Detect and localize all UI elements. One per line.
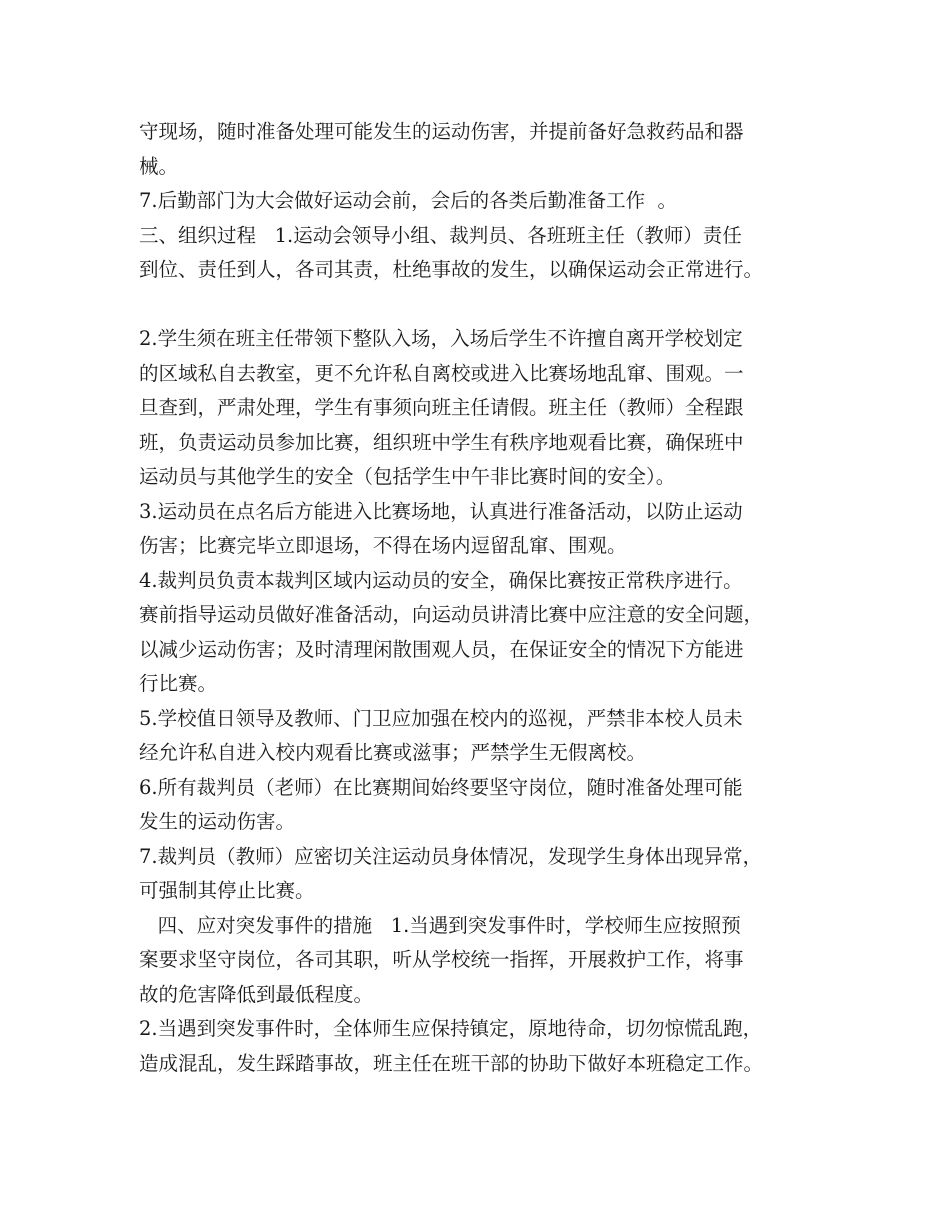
text-line: 2.学生须在班主任带领下整队入场，入场后学生不许擅自离开学校划定 [139,327,743,350]
text-line: 2.当遇到突发事件时，全体师生应保持镇定，原地待命，切勿惊慌乱跑， [139,1017,763,1040]
text-line: 发生的运动伤害。 [139,810,296,833]
text-line: 经允许私自进入校内观看比赛或滋事；严禁学生无假离校。 [139,741,647,764]
text-line: 伤害；比赛完毕立即退场，不得在场内逗留乱窜、围观。 [139,534,627,557]
text-line: 7.裁判员（教师）应密切关注运动员身体情况，发现学生身体出现异常， [139,844,763,868]
text-line: 以减少运动伤害；及时清理闲散围观人员，在保证安全的情况下方能进 [139,637,744,661]
text-line: 赛前指导运动员做好准备活动，向运动员讲清比赛中应注意的安全问题， [139,603,764,626]
text-line: 6.所有裁判员（老师）在比赛期间始终要坚守岗位，随时准备处理可能 [139,775,743,799]
text-line: 可强制其停止比赛。 [139,879,315,902]
text-line: 三、组织过程 1.运动会领导小组、裁判员、各班班主任（教师）责任 [139,223,742,247]
text-line: 7.后勤部门为大会做好运动会前，会后的各类后勤准备工作 。 [139,189,678,212]
text-line: 案要求坚守岗位，各司其职，听从学校统一指挥，开展救护工作，将事 [139,948,744,971]
text-line: 5.学校值日领导及教师、门卫应加强在校内的巡视，严禁非本校人员未 [139,706,743,730]
text-line: 旦查到，严肃处理，学生有事须向班主任请假。班主任（教师）全程跟 [139,396,744,419]
text-line: 行比赛。 [139,672,218,695]
text-line: 4.裁判员负责本裁判区域内运动员的安全，确保比赛按正常秩序进行。 [139,568,743,592]
text-line: 械。 [139,154,179,178]
paragraph-gap [139,288,829,323]
text-line: 造成混乱，发生踩踏事故，班主任在班干部的协助下做好本班稳定工作。 [139,1051,764,1075]
text-line: 运动员与其他学生的安全（包括学生中午非比赛时间的安全）。 [139,465,676,488]
text-line: 到位、责任到人，各司其责，杜绝事故的发生，以确保运动会正常进行。 [139,258,764,281]
text-line: 故的危害降低到最低程度。 [139,982,374,1006]
text-line: 的区域私自去教室，更不允许私自离校或进入比赛场地乱窜、围观。一 [139,361,744,385]
text-line: 四、应对突发事件的措施 1.当遇到突发事件时，学校师生应按照预 [139,913,741,937]
text-line: 守现场，随时准备处理可能发生的运动伤害，并提前备好急救药品和器 [139,120,744,143]
text-line: 3.运动员在点名后方能进入比赛场地，认真进行准备活动，以防止运动 [139,499,743,523]
text-line: 班，负责运动员参加比赛，组织班中学生有秩序地观看比赛，确保班中 [139,430,744,454]
document-body [139,115,829,1081]
